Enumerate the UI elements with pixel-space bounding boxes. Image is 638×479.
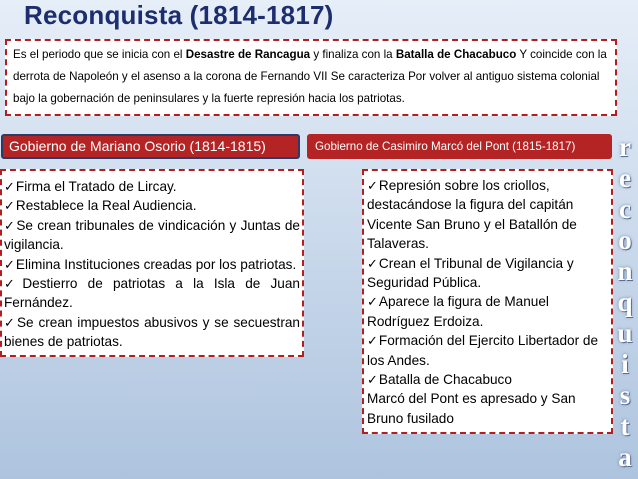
- intro-box: [5, 39, 617, 116]
- check-icon: ✓: [4, 314, 16, 330]
- side-letter: r: [619, 132, 631, 162]
- side-letter: u: [617, 318, 633, 348]
- side-letter: t: [620, 411, 630, 441]
- side-letter: e: [619, 163, 631, 193]
- check-icon: ✓: [367, 255, 378, 271]
- list-item: ✓Crean el Tribunal de Vigilancia y Seguridad Pública.: [367, 255, 574, 291]
- check-icon: ✓: [367, 372, 378, 388]
- list-item: ✓Se crean tribunales de vindicación y Juntas de vigilancia.: [4, 217, 300, 253]
- list-item: ✓Restablece la Real Audiencia.: [4, 198, 197, 214]
- page-title: Reconquista (1814-1817): [24, 0, 334, 30]
- check-icon: ✓: [4, 217, 16, 233]
- check-icon: ✓: [367, 333, 378, 349]
- list-item: ✓Formación del Ejercito Libertador de los Andes.: [367, 333, 599, 368]
- marco-del-pont-header: Gobierno de Casimiro Marcó del Pont (1815-1817): [307, 134, 612, 159]
- list-item: ✓Aparece la figura de Manuel Rodríguez Erdoiza.: [367, 294, 549, 329]
- intro-text-2: y finaliza con la: [310, 48, 396, 61]
- intro-text-1: Es el periodo que se inicia con el: [13, 48, 186, 61]
- side-letter: c: [619, 194, 631, 224]
- side-letter: i: [621, 349, 629, 379]
- side-letter: o: [618, 225, 632, 255]
- osorio-header: Gobierno de Mariano Osorio (1814-1815): [1, 134, 300, 159]
- list-item: ✓Se crean impuestos abusivos y se secuestran bienes de patriotas.: [4, 314, 300, 350]
- list-item: ✓Batalla de Chacabuco: [367, 372, 512, 388]
- list-item: ✓Represión sobre los criollos, destacándose la figura del capitán Vicente San Bruno y el Batallón de Talaveras.: [367, 178, 577, 252]
- side-letter: a: [618, 442, 632, 472]
- osorio-list: [0, 169, 304, 357]
- vertical-word-reconquista: [612, 130, 638, 479]
- list-footer: Marcó del Pont es apresado y San Bruno fusilado: [367, 391, 576, 426]
- check-icon: ✓: [4, 256, 15, 272]
- marco-del-pont-list: [362, 169, 613, 434]
- intro-bold-chacabuco: Batalla de Chacabuco: [395, 48, 517, 61]
- check-icon: ✓: [367, 178, 378, 193]
- check-icon: ✓: [4, 198, 15, 214]
- list-item: ✓Destierro de patriotas a la Isla de Juan Fernández.: [4, 276, 300, 311]
- list-item: ✓Elimina Instituciones creadas por los patriotas.: [4, 256, 297, 272]
- side-letter: n: [617, 256, 633, 286]
- check-icon: ✓: [4, 179, 15, 194]
- side-letter: s: [619, 380, 631, 410]
- check-icon: ✓: [4, 276, 22, 292]
- list-item: ✓Firma el Tratado de Lircay.: [4, 179, 177, 194]
- check-icon: ✓: [367, 294, 378, 310]
- intro-text-3: Y coincide con la derrota de Napoleón y el asenso a la corona de Fernando VII Se caracteriza Por volver al antiguo sistema colonial bajo la gobernación de peninsulares y la fuerte represión hacia los patriotas.: [13, 48, 607, 105]
- intro-bold-rancagua: Desastre de Rancagua: [185, 48, 311, 61]
- side-letter: q: [617, 287, 633, 317]
